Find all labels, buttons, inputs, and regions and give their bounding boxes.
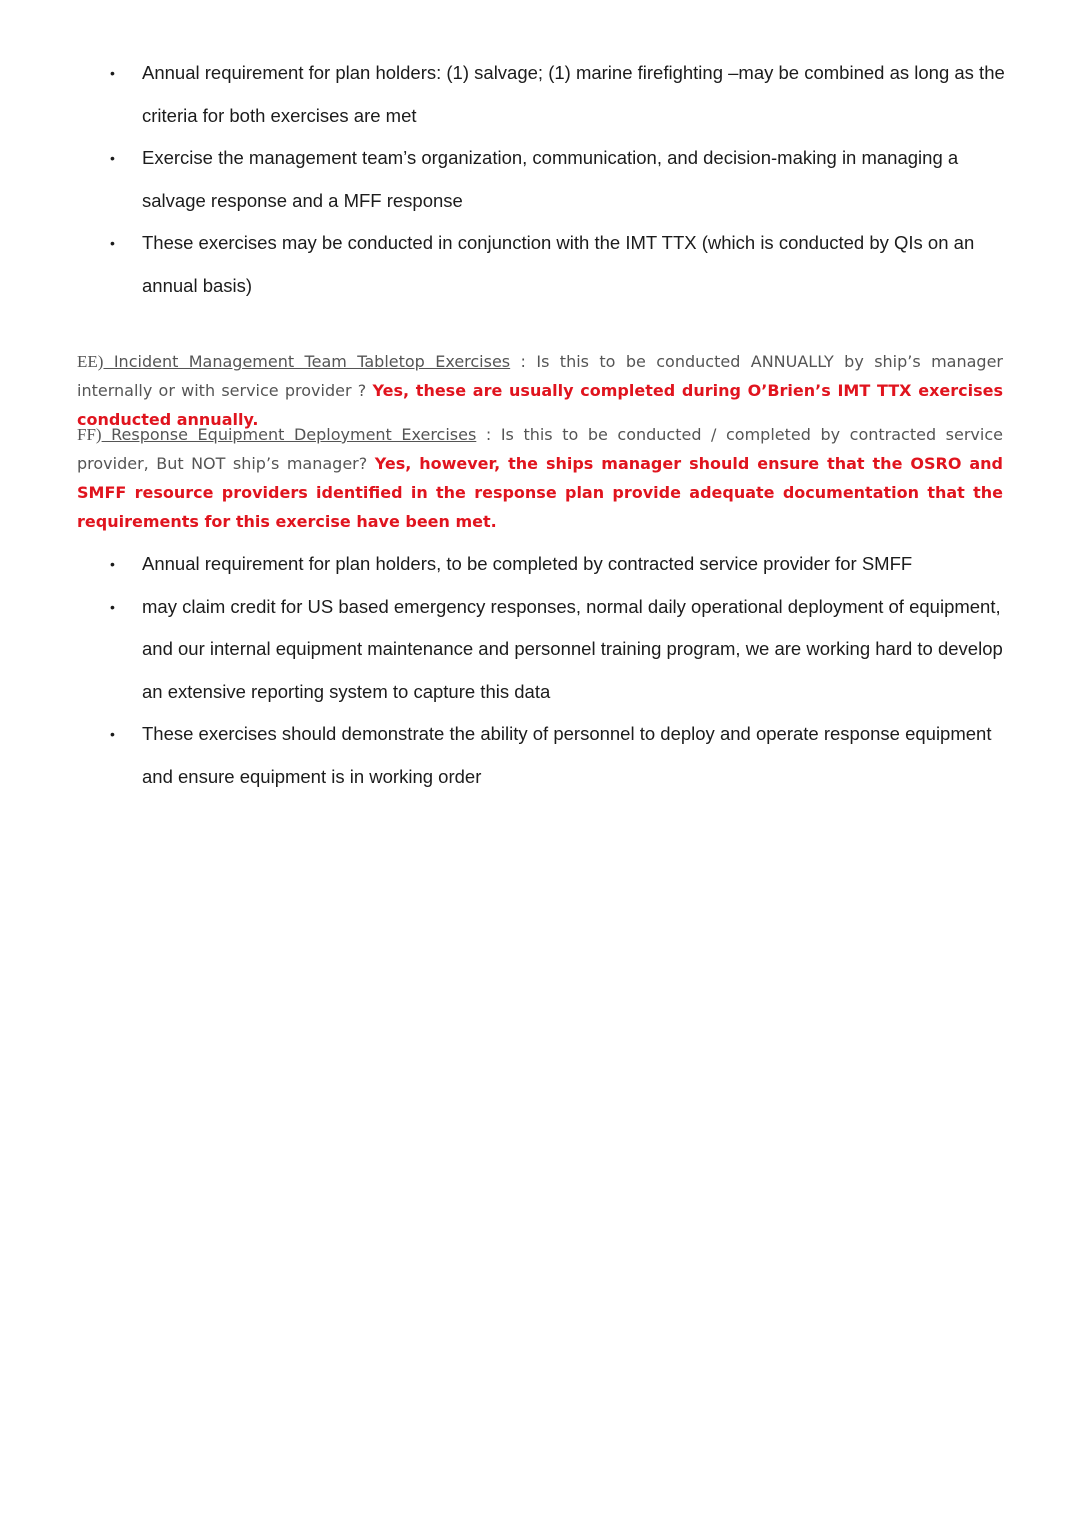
bullet-icon: • [110,65,115,81]
qa-question: : Is this to be conducted / completed by contracted service provider, But NOT ship’s manager? [77,425,1003,473]
bullet-icon: • [110,726,115,742]
list-item [108,543,1008,586]
qa-answer: Yes, these are usually completed during O’Brien’s IMT TTX exercises conducted annually. [77,381,1003,429]
bullet-list-salvage-exercises [108,52,1008,307]
list-item [108,713,1008,798]
qa-label: FF) [77,425,102,444]
bullet-icon: • [110,598,115,615]
qa-question: : Is this to be conducted ANNUALLY by ship’s manager internally or with service provider ? [77,352,1004,400]
qa-paragraph-ff [77,420,1003,536]
bullet-list-deployment-exercises [108,543,1008,798]
list-item [108,586,1008,714]
bullet-text: Annual requirement for plan holders: (1) salvage; (1) marine firefighting –may be combined as long as the criteria for both exercises are met [142,62,1005,126]
bullet-icon: • [110,150,115,166]
list-item [108,52,1008,137]
bullet-text: These exercises may be conducted in conjunction with the IMT TTX (which is conducted by QIs on an annual basis) [142,232,975,296]
list-item [108,137,1008,222]
bullet-text: may claim credit for US based emergency responses, normal daily operational deployment of equipment, and our internal equipment maintenance and personnel training program, we are working hard to develop an extensive reporting system to capture this data [142,595,1003,702]
qa-answer: Yes, however, the ships manager should ensure that the OSRO and SMFF resource providers identified in the response plan provide adequate documentation that the requirements for this exercise have been met. [77,454,1004,531]
bullet-icon: • [110,556,115,572]
qa-topic-heading: Response Equipment Deployment Exercises [101,425,477,444]
qa-topic-heading: Incident Management Team Tabletop Exercises [103,352,511,371]
bullet-text: These exercises should demonstrate the ability of personnel to deploy and operate response equipment and ensure equipment is in working order [142,723,992,787]
bullet-text: Annual requirement for plan holders, to be completed by contracted service provider for SMFF [142,553,913,574]
bullet-text: Exercise the management team’s organization, communication, and decision-making in managing a salvage response and a MFF response [142,147,959,211]
qa-label: EE) [77,352,104,371]
bullet-icon: • [110,235,115,251]
list-item [108,222,1008,307]
